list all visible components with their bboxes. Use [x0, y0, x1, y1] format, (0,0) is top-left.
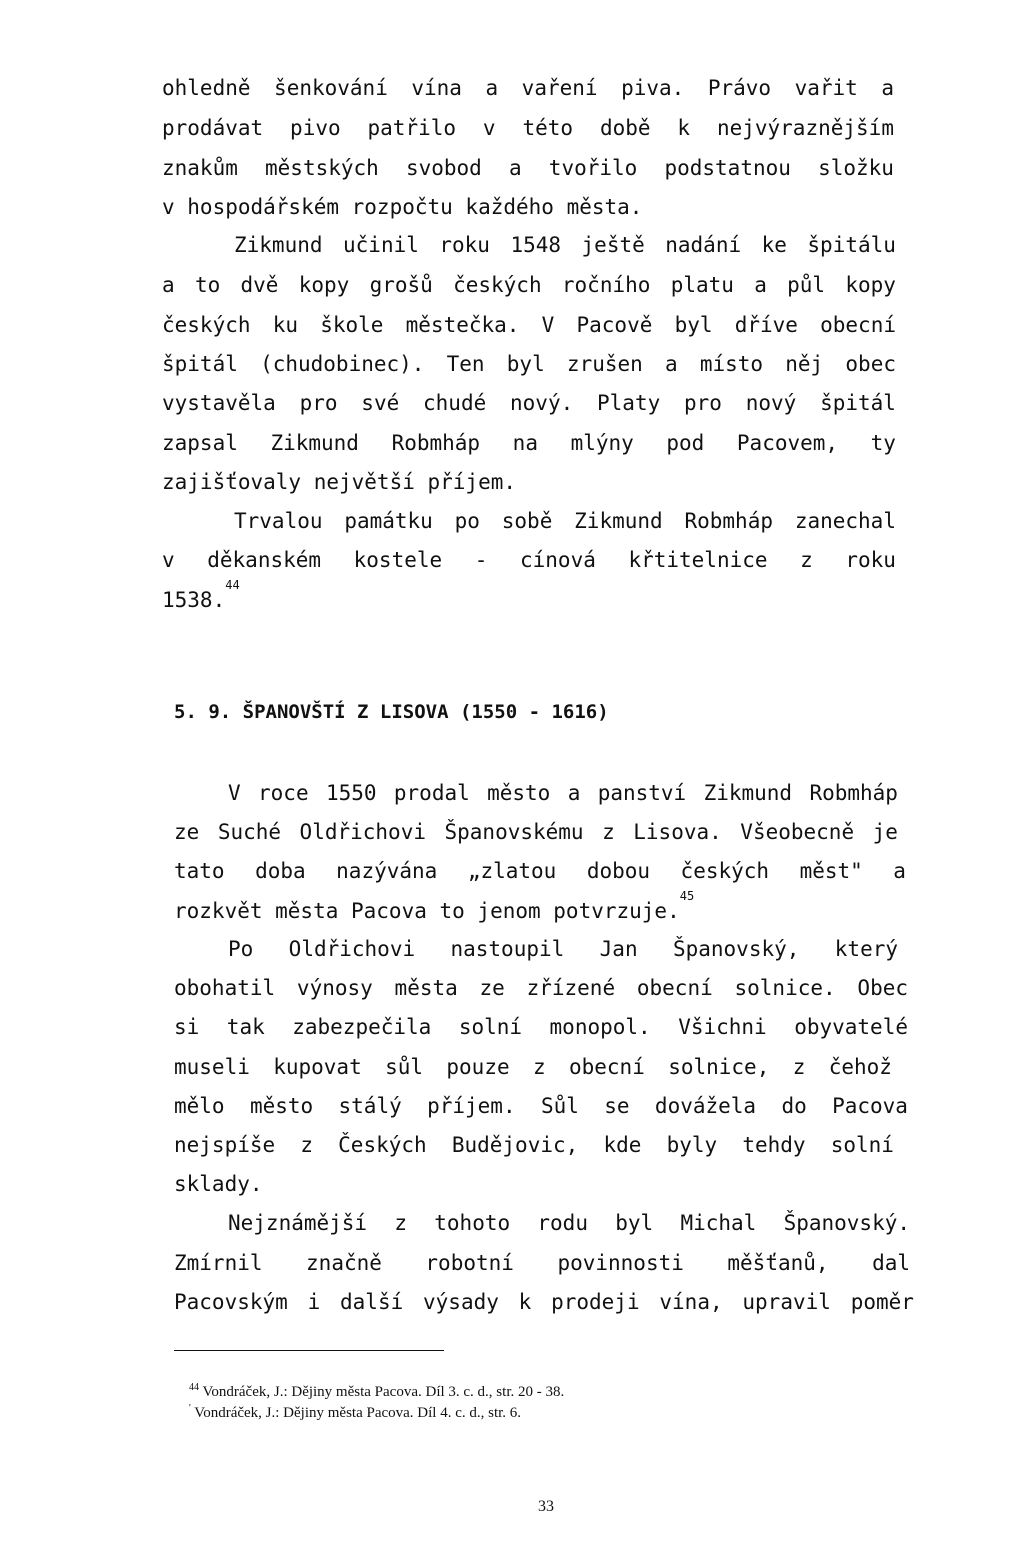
word: ze	[174, 820, 200, 844]
word: půl	[787, 273, 826, 297]
word: Zikmund	[703, 781, 793, 805]
word: upravil	[742, 1290, 831, 1314]
word: byl	[674, 313, 713, 337]
word: Lisova.	[633, 820, 722, 844]
body-line: sklady.	[174, 1172, 263, 1196]
word: šenkování	[274, 76, 388, 100]
word: dobou	[586, 859, 651, 883]
word: byly	[666, 1133, 718, 1157]
body-line	[228, 1208, 910, 1238]
word: -	[474, 548, 488, 572]
body-line	[162, 545, 896, 575]
word: sobě	[501, 509, 553, 533]
word: ke	[761, 233, 787, 257]
body-line	[174, 856, 906, 886]
word: solní	[830, 1133, 894, 1157]
body-line	[162, 153, 894, 183]
word: tohoto	[434, 1211, 511, 1235]
word: nový	[745, 391, 797, 415]
word: Právo	[707, 76, 772, 100]
word: roku	[439, 233, 490, 257]
word: a	[508, 156, 522, 180]
body-line	[174, 973, 908, 1003]
word: se	[604, 1094, 630, 1118]
word: to	[194, 273, 221, 297]
word: monopol.	[549, 1015, 651, 1039]
word: který	[834, 937, 898, 961]
body-line: zajišťovaly největší příjem.	[162, 470, 517, 494]
word: měšťanů,	[727, 1251, 829, 1275]
footnote-mark: 44	[189, 1382, 199, 1393]
footnote-text: Vondráček, J.: Dějiny města Pacova. Díl 3. c. d., str. 20 - 38.	[202, 1384, 565, 1400]
word: další	[340, 1290, 404, 1314]
footnote	[174, 1383, 521, 1443]
word: vína,	[659, 1290, 723, 1314]
word: ještě	[581, 233, 645, 257]
word: křtitelnice	[628, 548, 768, 572]
word: Španovský,	[672, 937, 800, 961]
word: roku	[845, 548, 896, 572]
word: 1550	[325, 781, 377, 805]
word: mělo	[174, 1094, 225, 1118]
word: obecní	[636, 976, 713, 1000]
word: chudé	[423, 391, 487, 415]
word: je	[872, 820, 898, 844]
word: ty	[870, 431, 896, 455]
word: na	[512, 431, 538, 455]
word: vystavěla	[162, 391, 276, 415]
word: Oldřichovi	[299, 820, 426, 844]
word: místo	[699, 352, 764, 376]
body-line	[162, 428, 896, 458]
word: Všeobecně	[740, 820, 855, 844]
word: zanechal	[794, 509, 896, 533]
word: vaření	[521, 76, 598, 100]
body-line	[174, 1052, 892, 1082]
word: špitál	[820, 391, 896, 415]
word: městských	[265, 156, 379, 180]
word: pro	[684, 391, 722, 415]
footnote-mark: '	[189, 1403, 191, 1414]
word: pod	[666, 431, 705, 455]
word: tak	[226, 1015, 265, 1039]
body-line	[162, 73, 894, 103]
word: Zmírnil	[174, 1251, 263, 1275]
word: vína	[411, 76, 462, 100]
word: výsady	[423, 1290, 499, 1314]
word: děkanském	[207, 548, 322, 572]
word: kopy	[845, 273, 896, 297]
word: a	[881, 76, 894, 100]
word: kde	[603, 1133, 642, 1157]
word: stálý	[338, 1094, 402, 1118]
body-line	[174, 1012, 908, 1042]
word: Budějovic,	[451, 1133, 579, 1157]
word: složku	[818, 156, 894, 180]
body-line	[162, 349, 896, 379]
word: z	[394, 1211, 407, 1235]
word: tato	[174, 859, 225, 883]
word: nadání	[665, 233, 742, 257]
word: grošů	[369, 273, 433, 297]
word: zrušen	[566, 352, 643, 376]
word: příjem.	[427, 1094, 516, 1118]
word: značně	[306, 1251, 382, 1275]
word: pivo	[290, 116, 341, 140]
word: dal	[872, 1251, 910, 1275]
word: a	[754, 273, 767, 297]
word: a	[893, 859, 906, 883]
word: pro	[299, 391, 338, 415]
word: piva.	[621, 76, 685, 100]
word: Pacovským	[174, 1290, 288, 1314]
word: nový.	[510, 391, 574, 415]
word: svobod	[405, 156, 482, 180]
word: byl	[506, 352, 545, 376]
word: Nejznámější	[228, 1211, 368, 1235]
word: z	[300, 1133, 313, 1157]
word: V	[228, 781, 241, 805]
body-line	[174, 1091, 908, 1121]
word: Zikmund	[574, 509, 663, 533]
word: Robmháp	[684, 509, 773, 533]
word: ku	[272, 313, 299, 337]
body-line	[174, 889, 695, 926]
word: českých	[162, 313, 251, 337]
word: Sůl	[540, 1094, 579, 1118]
word: obyvatelé	[794, 1015, 908, 1039]
body-line	[174, 1287, 914, 1317]
word: Ten	[446, 352, 485, 376]
word: Suché	[217, 820, 282, 844]
word: Po	[228, 937, 254, 961]
word: panství	[597, 781, 687, 805]
word: byl	[615, 1211, 654, 1235]
word: solní	[458, 1015, 523, 1039]
body-line	[234, 230, 896, 260]
word: k	[677, 116, 691, 140]
word: cínová	[520, 548, 596, 572]
word: ročního	[561, 273, 651, 297]
word: nejvýraznějším	[716, 116, 894, 140]
body-line	[162, 578, 240, 615]
word: k	[518, 1290, 532, 1314]
word: znakům	[162, 156, 238, 180]
word: Robmháp	[809, 781, 898, 805]
body-line	[162, 310, 896, 340]
word: (chudobinec).	[260, 352, 425, 376]
body-line	[162, 270, 896, 300]
word: a	[162, 273, 175, 297]
word: po	[454, 509, 480, 533]
word: „zlatou	[467, 859, 557, 883]
word: špitálu	[807, 233, 896, 257]
word: i	[307, 1290, 321, 1314]
word: v	[162, 548, 175, 572]
body-line	[228, 778, 898, 808]
word: prodeji	[551, 1290, 640, 1314]
word: kopy	[298, 273, 350, 297]
word: patřilo	[367, 116, 457, 140]
word: kupovat	[273, 1055, 362, 1079]
word: z	[602, 820, 615, 844]
word: podstatnou	[664, 156, 791, 180]
word: zabezpečila	[292, 1015, 432, 1039]
word: Zikmund	[234, 233, 323, 257]
footnote-separator	[174, 1350, 444, 1351]
word: robotní	[425, 1251, 514, 1275]
body-line	[174, 1130, 894, 1160]
word: 1548	[510, 233, 562, 257]
word: si	[174, 1015, 200, 1039]
word: města	[394, 976, 458, 1000]
word: Španovskému	[444, 820, 584, 844]
word: Robmháp	[391, 431, 481, 455]
word: platu	[670, 273, 734, 297]
word: Španovský.	[783, 1211, 910, 1235]
word: Pacovem,	[736, 431, 839, 455]
body-text: rozkvět města Pacova to jenom potvrzuje.	[174, 899, 680, 923]
word: obohatil	[174, 976, 276, 1000]
body-line	[162, 113, 894, 143]
word: Platy	[597, 391, 661, 415]
word: výnosy	[296, 976, 373, 1000]
word: vařit	[794, 76, 858, 100]
word: českých	[453, 273, 542, 297]
word: ze	[479, 976, 505, 1000]
body-line	[228, 934, 898, 964]
word: Pacově	[576, 313, 653, 337]
word: V	[541, 313, 555, 337]
word: obec	[845, 352, 896, 376]
word: zřízené	[526, 976, 616, 1000]
word: pouze	[446, 1055, 510, 1079]
word: solnice.	[734, 976, 836, 1000]
word: měst"	[799, 859, 863, 883]
word: sůl	[385, 1055, 424, 1079]
section-heading: 5. 9. ŠPANOVŠTÍ Z LISOVA (1550 - 1616)	[174, 701, 609, 723]
word: obecní	[820, 313, 896, 337]
word: své	[361, 391, 400, 415]
word: do	[781, 1094, 807, 1118]
word: zapsal	[162, 431, 238, 455]
word: dovážela	[654, 1094, 757, 1118]
word: čehož	[828, 1055, 892, 1079]
word: učinil	[343, 233, 419, 257]
word: Všichni	[678, 1015, 767, 1039]
word: této	[522, 116, 574, 140]
word: Trvalou	[234, 509, 323, 533]
word: rodu	[537, 1211, 588, 1235]
word: Michal	[680, 1211, 757, 1235]
word: tehdy	[742, 1133, 806, 1157]
word: solnice,	[668, 1055, 770, 1079]
body-line	[174, 817, 898, 847]
word: nazývána	[336, 859, 438, 883]
word: mlýny	[570, 431, 634, 455]
word: z	[532, 1055, 546, 1079]
page-number: 33	[538, 1498, 554, 1515]
word: památku	[344, 509, 433, 533]
word: městečka.	[405, 313, 520, 337]
word: dvě	[240, 273, 279, 297]
word: českých	[680, 859, 770, 883]
word: Českých	[338, 1133, 427, 1157]
word: dříve	[734, 313, 798, 337]
word: a	[485, 76, 499, 100]
word: něj	[785, 352, 824, 376]
word: špitál	[162, 352, 238, 376]
word: z	[800, 548, 813, 572]
word: obecní	[568, 1055, 645, 1079]
body-line: v hospodářském rozpočtu každého města.	[162, 195, 643, 219]
word: roce	[258, 781, 309, 805]
word: povinnosti	[557, 1251, 684, 1275]
word: město	[487, 781, 551, 805]
body-text: 1538.	[162, 588, 226, 612]
word: prodávat	[162, 116, 264, 140]
word: Jan	[599, 937, 638, 961]
word: době	[599, 116, 651, 140]
word: ohledně	[162, 76, 251, 100]
footnote-text: Vondráček, J.: Dějiny města Pacova. Díl 4. c. d., str. 6.	[194, 1405, 522, 1421]
body-line	[174, 1248, 910, 1278]
body-line	[234, 506, 896, 536]
word: škole	[320, 313, 384, 337]
word: doba	[255, 859, 306, 883]
word: Zikmund	[270, 431, 359, 455]
word: kostele	[353, 548, 443, 572]
footnote-reference: 45	[679, 889, 695, 903]
word: poměr	[850, 1290, 914, 1314]
word: Pacova	[832, 1094, 908, 1118]
word: prodal	[393, 781, 470, 805]
word: a	[664, 352, 678, 376]
word: Oldřichovi	[288, 937, 416, 961]
word: v	[482, 116, 496, 140]
footnote-reference: 44	[225, 578, 240, 592]
word: tvořilo	[548, 156, 638, 180]
word: a	[567, 781, 581, 805]
word: museli	[174, 1055, 250, 1079]
word: Obec	[857, 976, 908, 1000]
word: město	[249, 1094, 314, 1118]
word: nastoupil	[450, 937, 565, 961]
body-line	[162, 388, 896, 418]
word: z	[792, 1055, 806, 1079]
word: nejspíše	[174, 1133, 276, 1157]
